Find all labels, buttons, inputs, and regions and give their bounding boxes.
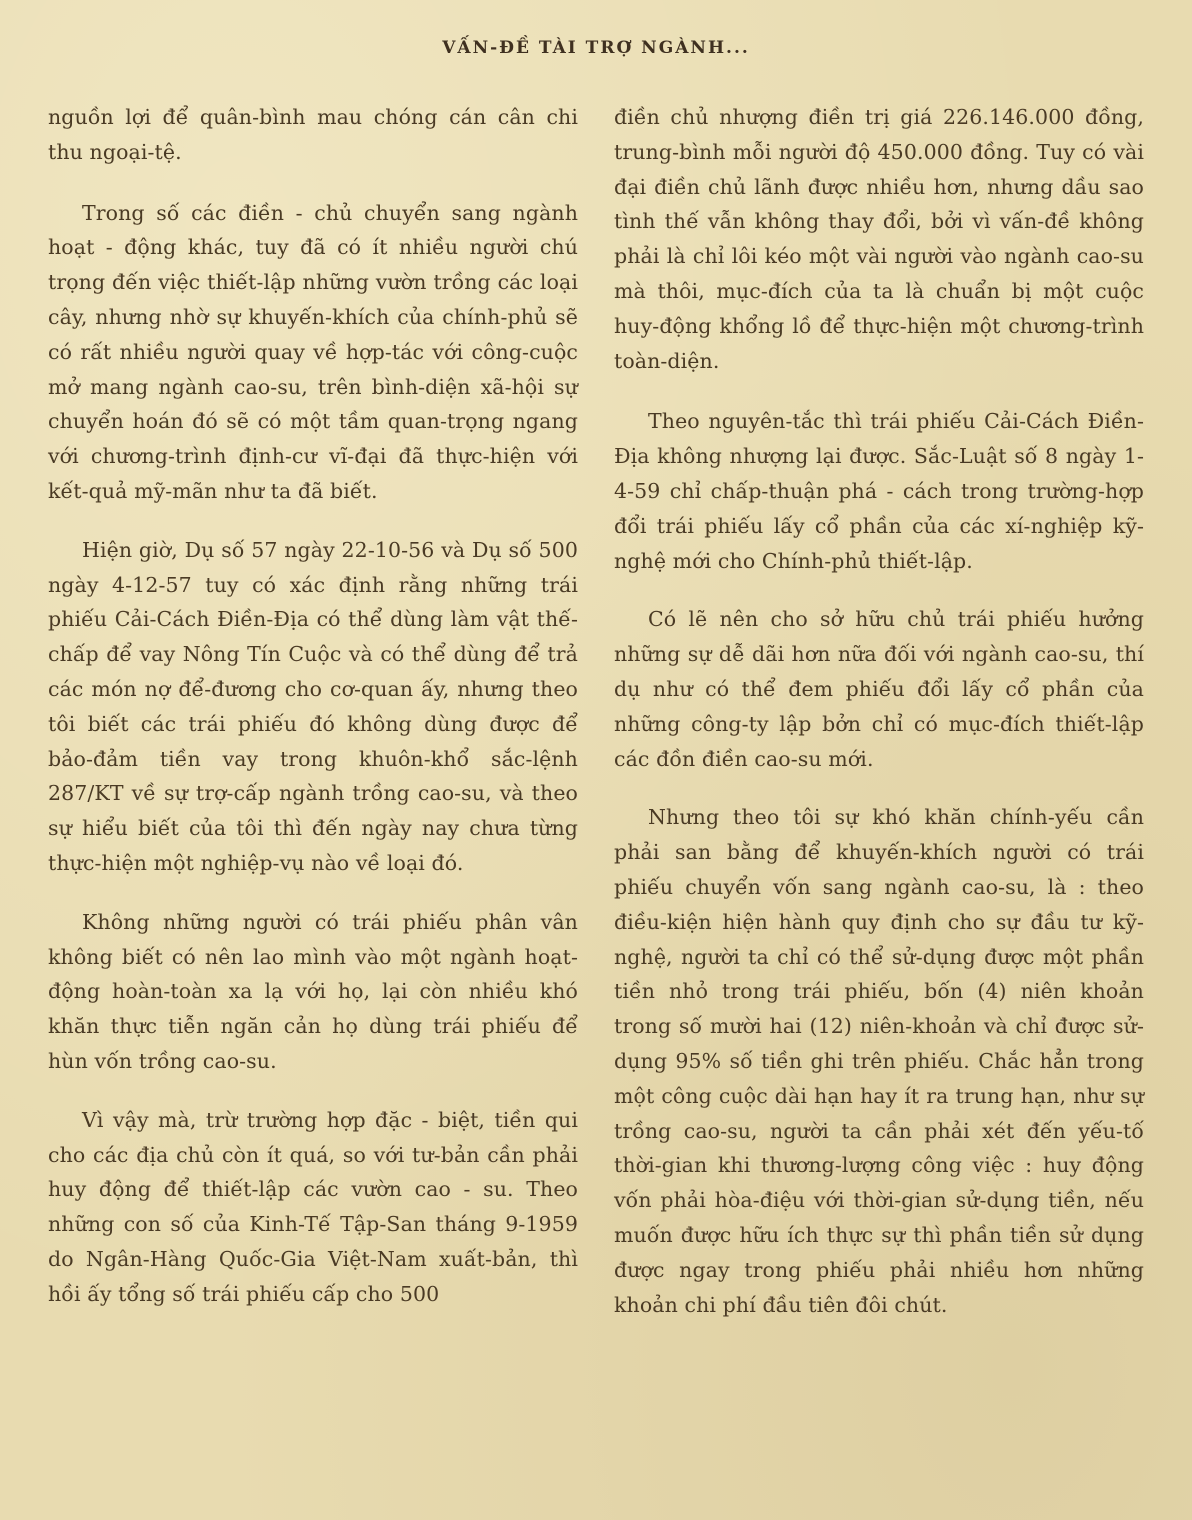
paragraph: Trong số các điền - chủ chuyển sang ngành hoạt - động khác, tuy đã có ít nhiều người chú trọng đến việc thiết-lập những vườn trồng các loại cây, nhưng nhờ sự khuyến-khích của chính-phủ sẽ có rất nhiều người quay về hợp-tác với công-cuộc mở mang ngành cao-su, trên bình-diện xã-hội sự chuyển hoán đó sẽ có một tầm quan-trọng ngang với chương-trình định-cư vĩ-đại đã thực-hiện với kết-quả mỹ-mãn như ta đã biết.: [48, 200, 578, 503]
paragraph: điền chủ nhượng điền trị giá 226.146.000 đồng, trung-bình mỗi người độ 450.000 đồng. Tuy có vài đại điền chủ lãnh được nhiều hơn, nhưng dầu sao tình thế vẫn không thay đổi, bởi vì vấn-đề không phải là chỉ lôi kéo một vài người vào ngành cao-su mà thôi, mục-đích của ta là chuẩn bị một cuộc huy-động khổng lồ để thực-hiện một chương-trình toàn-diện.: [614, 105, 1144, 373]
paragraph: Theo nguyên-tắc thì trái phiếu Cải-Cách Điền-Địa không nhượng lại được. Sắc-Luật số 8 ngày 1-4-59 chỉ chấp-thuận phá - cách trong trường-hợp đổi trái phiếu lấy cổ phần của các xí-nghiệp kỹ-nghệ mới cho Chính-phủ thiết-lập.: [614, 409, 1144, 573]
right-column: [614, 100, 1144, 1346]
paragraph: nguồn lợi để quân-bình mau chóng cán cân chi thu ngoại-tệ.: [48, 105, 578, 164]
paragraph: Nhưng theo tôi sự khó khăn chính-yếu cần phải san bằng để khuyến-khích người có trái phiếu chuyển vốn sang ngành cao-su, là : theo điều-kiện hiện hành quy định cho sự đầu tư kỹ-nghệ, người ta chỉ có thể sử-dụng được một phần tiền nhỏ trong trái phiếu, bốn (4) niên khoản trong số mười hai (12) niên-khoản và chỉ được sử-dụng 95% số tiền ghi trên phiếu. Chắc hẳn trong một công cuộc dài hạn hay ít ra trung hạn, như sự trồng cao-su, người ta cần phải xét đến yếu-tố thời-gian khi thương-lượng công việc : huy động vốn phải hòa-điệu với thời-gian sử-dụng tiền, nếu muốn được hữu ích thực sự thì phần tiền sử dụng được ngay trong phiếu phải nhiều hơn những khoản chi phí đầu tiên đôi chút.: [614, 805, 1144, 1317]
left-column: [48, 100, 578, 1336]
paragraph: Không những người có trái phiếu phân vân không biết có nên lao mình vào một ngành hoạt-động hoàn-toàn xa lạ với họ, lại còn nhiều khó khăn thực tiễn ngăn cản họ dùng trái phiếu để hùn vốn trồng cao-su.: [48, 909, 578, 1073]
paragraph: Có lẽ nên cho sở hữu chủ trái phiếu hưởng những sự dễ dãi hơn nữa đối với ngành cao-su, thí dụ như có thể đem phiếu đổi lấy cổ phần của những công-ty lập bởn chỉ có mục-đích thiết-lập các đồn điền cao-su mới.: [614, 607, 1144, 771]
paragraph: Vì vậy mà, trừ trường hợp đặc - biệt, tiền qui cho các địa chủ còn ít quá, so với tư-bản cần phải huy động để thiết-lập các vườn cao - su. Theo những con số của Kinh-Tế Tập-San tháng 9-1959 do Ngân-Hàng Quốc-Gia Việt-Nam xuất-bản, thì hồi ấy tổng số trái phiếu cấp cho 500: [48, 1107, 578, 1306]
paragraph: Hiện giờ, Dụ số 57 ngày 22-10-56 và Dụ số 500 ngày 4-12-57 tuy có xác định rằng những trái phiếu Cải-Cách Điền-Địa có thể dùng làm vật thế-chấp để vay Nông Tín Cuộc và có thể dùng để trả các món nợ để-đương cho cơ-quan ấy, nhưng theo tôi biết các trái phiếu đó không dùng được để bảo-đảm tiền vay trong khuôn-khổ sắc-lệnh 287/KT về sự trợ-cấp ngành trồng cao-su, và theo sự hiểu biết của tôi thì đến ngày nay chưa từng thực-hiện một nghiệp-vụ nào về loại đó.: [48, 537, 578, 875]
running-header: VẤN-ĐỀ TÀI TRỢ NGÀNH...: [442, 38, 750, 58]
